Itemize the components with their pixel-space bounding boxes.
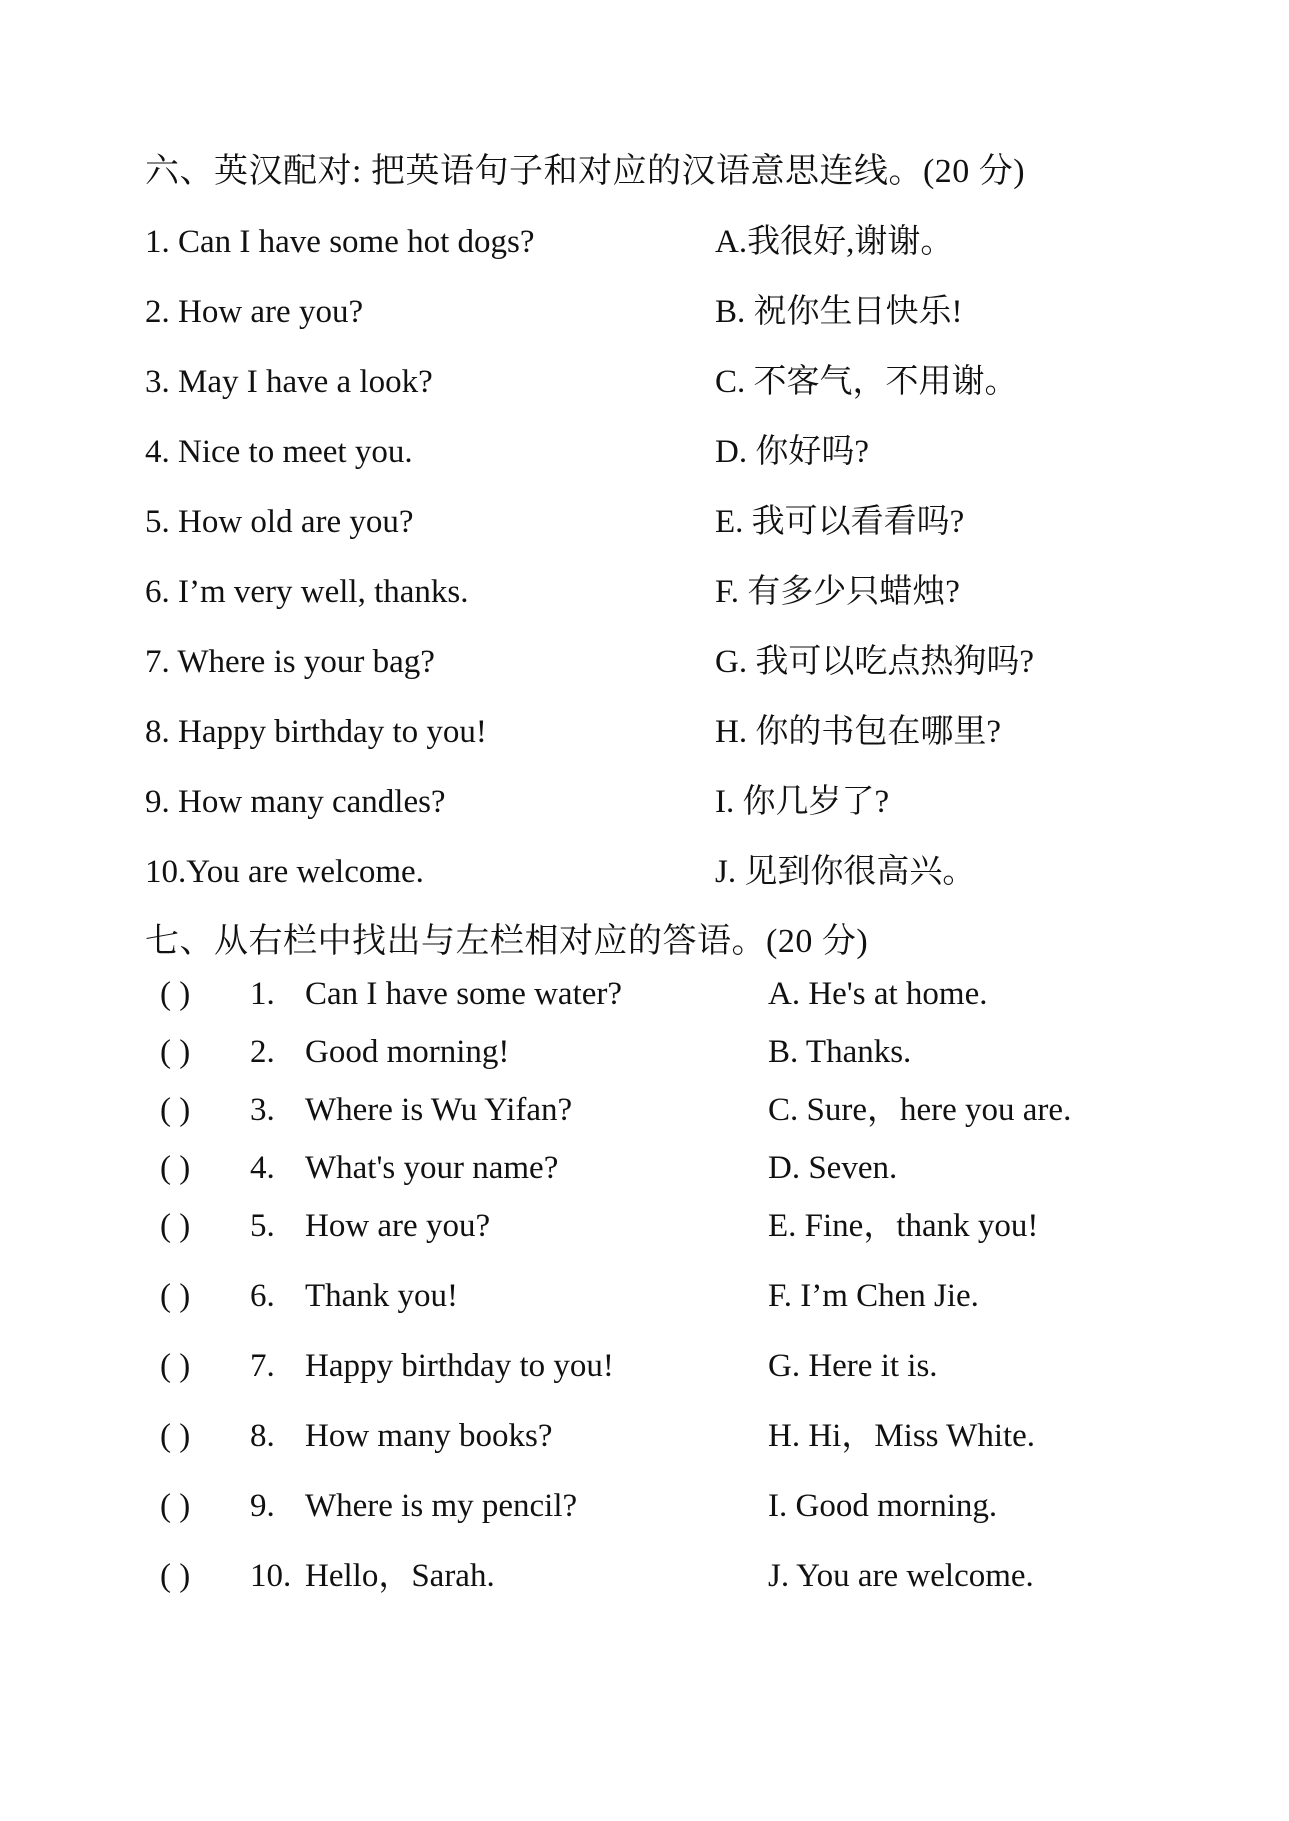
question-text: Where is my pencil?	[305, 1488, 578, 1524]
s6-right-h: H. 你的书包在哪里?	[715, 714, 1001, 750]
answer-option: G. Here it is.	[768, 1348, 938, 1384]
s6-left-4: 4. Nice to meet you.	[145, 434, 413, 470]
answer-bracket[interactable]: ( )	[160, 1558, 191, 1594]
question-text: Where is Wu Yifan?	[305, 1092, 573, 1128]
question-number: 9.	[250, 1488, 275, 1524]
answer-option: C. Sure，here you are.	[768, 1092, 1072, 1128]
s6-left-9: 9. How many candles?	[145, 784, 446, 820]
question-text: How are you?	[305, 1208, 491, 1244]
s6-right-j: J. 见到你很高兴。	[715, 854, 976, 890]
answer-bracket[interactable]: ( )	[160, 1092, 191, 1128]
question-text: How many books?	[305, 1418, 553, 1454]
question-text: Hello，Sarah.	[305, 1558, 495, 1594]
s6-left-1: 1. Can I have some hot dogs?	[145, 224, 535, 260]
s6-right-c: C. 不客气，不用谢。	[715, 364, 1018, 400]
s6-right-i: I. 你几岁了?	[715, 784, 890, 820]
s6-left-5: 5. How old are you?	[145, 504, 414, 540]
question-text: Good morning!	[305, 1034, 510, 1070]
answer-bracket[interactable]: ( )	[160, 1278, 191, 1314]
s6-right-a: A.我很好,谢谢。	[715, 224, 954, 260]
s6-left-7: 7. Where is your bag?	[145, 644, 435, 680]
question-text: What's your name?	[305, 1150, 559, 1186]
answer-option: I. Good morning.	[768, 1488, 998, 1524]
question-number: 6.	[250, 1278, 275, 1314]
answer-bracket[interactable]: ( )	[160, 1150, 191, 1186]
question-text: Happy birthday to you!	[305, 1348, 614, 1384]
question-number: 3.	[250, 1092, 275, 1128]
s6-left-6: 6. I’m very well, thanks.	[145, 574, 469, 610]
s6-left-10: 10.You are welcome.	[145, 854, 424, 890]
answer-option: B. Thanks.	[768, 1034, 912, 1070]
question-number: 10.	[250, 1558, 292, 1594]
answer-option: J. You are welcome.	[768, 1558, 1034, 1594]
answer-bracket[interactable]: ( )	[160, 1348, 191, 1384]
answer-option: A. He's at home.	[768, 976, 988, 1012]
answer-option: F. I’m Chen Jie.	[768, 1278, 979, 1314]
s6-right-b: B. 祝你生日快乐!	[715, 294, 963, 330]
question-number: 5.	[250, 1208, 275, 1244]
question-text: Can I have some water?	[305, 976, 623, 1012]
section7-title: 七、从右栏中找出与左栏相对应的答语。(20 分)	[145, 923, 869, 960]
answer-bracket[interactable]: ( )	[160, 1208, 191, 1244]
question-number: 4.	[250, 1150, 275, 1186]
answer-bracket[interactable]: ( )	[160, 976, 191, 1012]
answer-option: H. Hi，Miss White.	[768, 1418, 1036, 1454]
question-text: Thank you!	[305, 1278, 459, 1314]
question-number: 8.	[250, 1418, 275, 1454]
s6-right-e: E. 我可以看看吗?	[715, 504, 965, 540]
s6-right-g: G. 我可以吃点热狗吗?	[715, 644, 1034, 680]
question-number: 7.	[250, 1348, 275, 1384]
s6-left-8: 8. Happy birthday to you!	[145, 714, 487, 750]
answer-option: D. Seven.	[768, 1150, 898, 1186]
answer-option: E. Fine，thank you!	[768, 1208, 1039, 1244]
answer-bracket[interactable]: ( )	[160, 1488, 191, 1524]
section6-title: 六、英汉配对: 把英语句子和对应的汉语意思连线。(20 分)	[145, 153, 1026, 190]
question-number: 1.	[250, 976, 275, 1012]
s6-right-d: D. 你好吗?	[715, 434, 869, 470]
answer-bracket[interactable]: ( )	[160, 1418, 191, 1454]
s6-left-3: 3. May I have a look?	[145, 364, 433, 400]
answer-bracket[interactable]: ( )	[160, 1034, 191, 1070]
s6-left-2: 2. How are you?	[145, 294, 364, 330]
s6-right-f: F. 有多少只蜡烛?	[715, 574, 960, 610]
question-number: 2.	[250, 1034, 275, 1070]
